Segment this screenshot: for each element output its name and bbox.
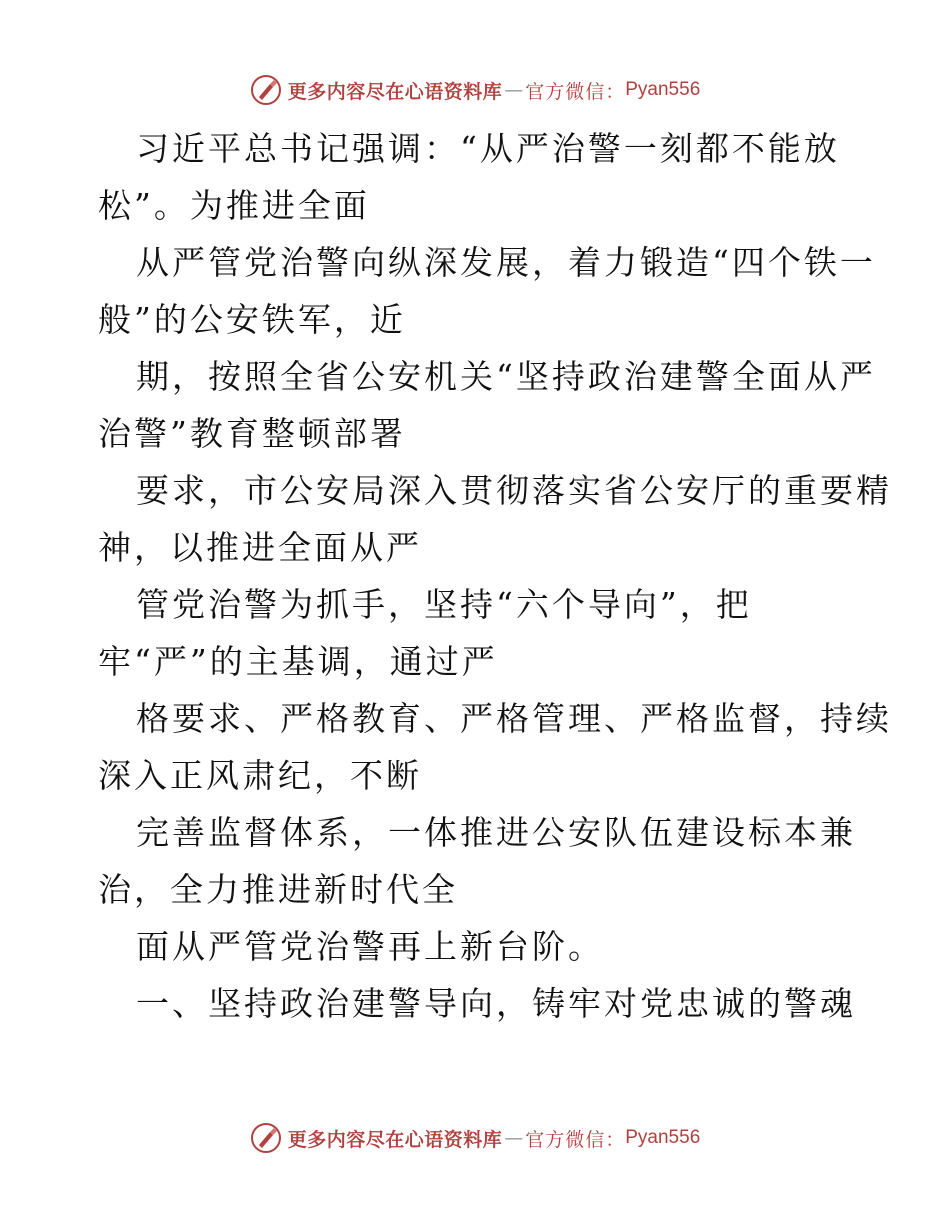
watermark-label: 官方微信： (525, 1128, 626, 1151)
paragraph (98, 120, 858, 234)
watermark-label: 官方微信： (525, 80, 626, 103)
paragraph-line: 从严管党治警向纵深发展，着力锻造“四个铁一 (136, 243, 876, 282)
paragraph-line: 治警”教育整顿部署 (98, 414, 406, 453)
pen-logo-icon (250, 74, 282, 106)
paragraph (98, 348, 876, 462)
paragraph-line: 期，按照全省公安机关“坚持政治建警全面从严 (136, 357, 876, 396)
paragraph-line: 完善监督体系，一体推进公安队伍建设标本兼 (136, 813, 856, 852)
watermark-dash: — (504, 79, 524, 101)
paragraph (98, 918, 858, 975)
footer-watermark (0, 1118, 950, 1158)
paragraph (98, 690, 892, 804)
paragraph (98, 234, 876, 348)
paragraph-line: 面从严管党治警再上新台阶。 (136, 927, 604, 966)
paragraph-line: 松”。为推进全面 (98, 186, 370, 225)
paragraph-line: 神，以推进全面从严 (98, 528, 422, 567)
watermark-wechat-id: Pyan556 (625, 1127, 701, 1148)
paragraph-line: 要求，市公安局深入贯彻落实省公安厅的重要精 (136, 471, 892, 510)
paragraph-line: 般”的公安铁军，近 (98, 300, 406, 339)
watermark-dash: — (504, 1127, 524, 1149)
header-watermark (0, 70, 950, 110)
pen-logo-icon (250, 1122, 282, 1154)
paragraph-line: 习近平总书记强调：“从严治警一刻都不能放 (136, 129, 840, 168)
paragraph-line: 治，全力推进新时代全 (98, 870, 458, 909)
section-heading-line: 一、坚持政治建警导向，铸牢对党忠诚的警魂 (136, 984, 856, 1023)
paragraph (98, 804, 858, 918)
watermark-wechat-id: Pyan556 (625, 79, 701, 100)
paragraph (98, 576, 858, 690)
watermark-brand: 更多内容尽在心语资料库 (287, 1128, 503, 1151)
section-heading (98, 975, 858, 1032)
document-body (98, 120, 892, 1032)
watermark-brand: 更多内容尽在心语资料库 (287, 80, 503, 103)
paragraph (98, 462, 892, 576)
paragraph-line: 格要求、严格教育、严格管理、严格监督，持续 (136, 699, 892, 738)
paragraph-line: 牢“严”的主基调，通过严 (98, 642, 498, 681)
paragraph-line: 管党治警为抓手，坚持“六个导向”，把 (136, 585, 752, 624)
paragraph-line: 深入正风肃纪，不断 (98, 756, 422, 795)
